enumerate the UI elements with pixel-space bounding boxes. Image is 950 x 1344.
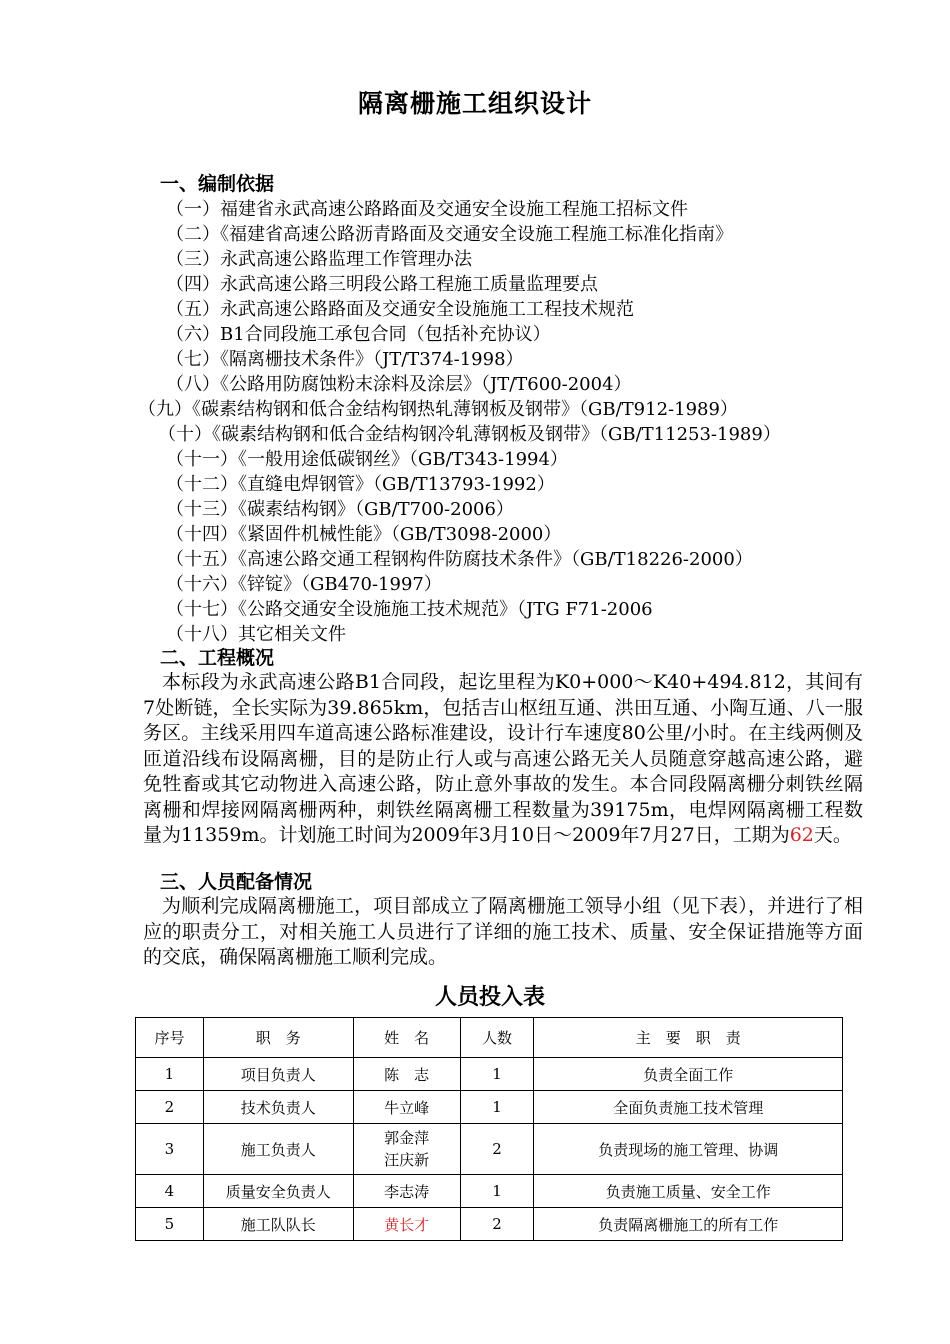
cell-count: 2 xyxy=(460,1208,534,1241)
reference-item: （十六）《锌锭》（GB470-1997） xyxy=(166,574,442,595)
duration-days: 62 xyxy=(789,824,814,846)
cell-count: 2 xyxy=(460,1124,534,1175)
cell-role: 技术负责人 xyxy=(203,1091,353,1124)
section-heading-basis: 一、编制依据 xyxy=(160,173,275,195)
table-title: 人员投入表 xyxy=(434,985,545,1010)
reference-item: （九）《碳素结构钢和低合金结构钢热轧薄钢板及钢带》（GB/T912-1989） xyxy=(138,399,738,420)
cell-duty: 负责隔离栅施工的所有工作 xyxy=(534,1208,843,1241)
cell-name: 陈 志 xyxy=(353,1058,460,1091)
cell-count: 1 xyxy=(460,1058,534,1091)
cell-role: 质量安全负责人 xyxy=(203,1175,353,1208)
cell-role: 项目负责人 xyxy=(203,1058,353,1091)
header-cell: 姓 名 xyxy=(353,1018,460,1058)
section-heading-staffing: 三、人员配备情况 xyxy=(160,871,313,893)
cell-no: 1 xyxy=(136,1058,204,1091)
reference-item: （七）《隔离栅技术条件》（JT/T374-1998） xyxy=(166,349,524,370)
overview-text: 本标段为永武高速公路B1合同段，起讫里程为K0+000～K40+494.812，其间有7处断链，全长实际为39.865km，包括吉山枢纽互通、洪田互通、小陶互通、八一服务区。主线采用四车道高速公路标准建设，设计行车速度80公里/小时。在主线两侧及匝道沿线布设隔离栅，目的是防止行人或与高速公路无关人员随意穿越高速公路，避免牲畜或其它动物进入高速公路，防止意外事故的发生。本合同段隔离栅分刺铁丝隔离栅和焊接网隔离栅两种，刺铁丝隔离栅工程数量为39175m，电焊网隔离栅工程数量为11359m。计划施工时间为2009年3月10日～2009年7月27日，工期为 xyxy=(143,671,863,846)
header-cell: 人数 xyxy=(460,1018,534,1058)
table-row xyxy=(136,1175,843,1208)
document-title: 隔离栅施工组织设计 xyxy=(357,89,592,118)
cell-duty: 负责全面工作 xyxy=(534,1058,843,1091)
reference-item: （十五）《高速公路交通工程钢构件防腐技术条件》（GB/T18226-2000） xyxy=(166,549,753,570)
table-row xyxy=(136,1208,843,1241)
table-row xyxy=(136,1091,843,1124)
cell-role: 施工负责人 xyxy=(203,1124,353,1175)
reference-item: （三）永武高速公路监理工作管理办法 xyxy=(166,249,472,270)
reference-item: （二）《福建省高速公路沥青路面及交通安全设施工程施工标准化指南》 xyxy=(166,224,733,245)
reference-item: （四）永武高速公路三明段公路工程施工质量监理要点 xyxy=(166,274,598,295)
reference-item: （十三）《碳素结构钢》（GB/T700-2006） xyxy=(166,499,514,520)
cell-duty: 负责施工质量、安全工作 xyxy=(534,1175,843,1208)
cell-name: 牛立峰 xyxy=(353,1091,460,1124)
cell-no: 2 xyxy=(136,1091,204,1124)
header-cell: 职 务 xyxy=(203,1018,353,1058)
name-line: 郭金萍 xyxy=(384,1129,430,1147)
section-heading-overview: 二、工程概况 xyxy=(160,647,275,669)
staff-table xyxy=(135,1017,843,1241)
header-cell: 主 要 职 责 xyxy=(534,1018,843,1058)
cell-name-highlighted: 黄长才 xyxy=(353,1208,460,1241)
reference-item: （五）永武高速公路路面及交通安全设施施工工程技术规范 xyxy=(166,299,634,320)
reference-item: （十一）《一般用途低碳钢丝》（GB/T343-1994） xyxy=(166,449,568,470)
overview-text-end: 天。 xyxy=(813,824,852,846)
cell-name: 李志涛 xyxy=(353,1175,460,1208)
overview-paragraph xyxy=(143,670,863,849)
reference-item: （八）《公路用防腐蚀粉末涂料及涂层》（JT/T600-2004） xyxy=(166,374,632,395)
table-row xyxy=(136,1124,843,1175)
reference-item: （十二）《直缝电焊钢管》（GB/T13793-1992） xyxy=(166,474,555,495)
cell-count: 1 xyxy=(460,1091,534,1124)
cell-no: 5 xyxy=(136,1208,204,1241)
reference-item: （一）福建省永武高速公路路面及交通安全设施工程施工招标文件 xyxy=(166,199,688,220)
cell-name xyxy=(353,1124,460,1175)
cell-no: 3 xyxy=(136,1124,204,1175)
table-row xyxy=(136,1058,843,1091)
reference-item: （六）B1合同段施工承包合同（包括补充协议） xyxy=(166,324,551,345)
reference-item: （十四）《紧固件机械性能》（GB/T3098-2000） xyxy=(166,524,562,545)
reference-item: （十七）《公路交通安全设施施工技术规范》（JTG F71-2006 xyxy=(166,599,653,620)
staffing-paragraph: 为顺利完成隔离栅施工，项目部成立了隔离栅施工领导小组（见下表），并进行了相应的职责分工，对相关施工人员进行了详细的施工技术、质量、安全保证措施等方面的交底，确保隔离栅施工顺利完成。 xyxy=(143,895,863,968)
reference-item: （十）《碳素结构钢和低合金结构钢冷轧薄钢板及钢带》（GB/T11253-1989） xyxy=(158,424,781,445)
cell-no: 4 xyxy=(136,1175,204,1208)
cell-duty: 全面负责施工技术管理 xyxy=(534,1091,843,1124)
reference-item: （十八）其它相关文件 xyxy=(166,624,346,645)
cell-count: 1 xyxy=(460,1175,534,1208)
cell-duty: 负责现场的施工管理、协调 xyxy=(534,1124,843,1175)
table-header-row xyxy=(136,1018,843,1058)
name-line: 汪庆新 xyxy=(384,1151,430,1169)
header-cell: 序号 xyxy=(136,1018,204,1058)
cell-role: 施工队队长 xyxy=(203,1208,353,1241)
